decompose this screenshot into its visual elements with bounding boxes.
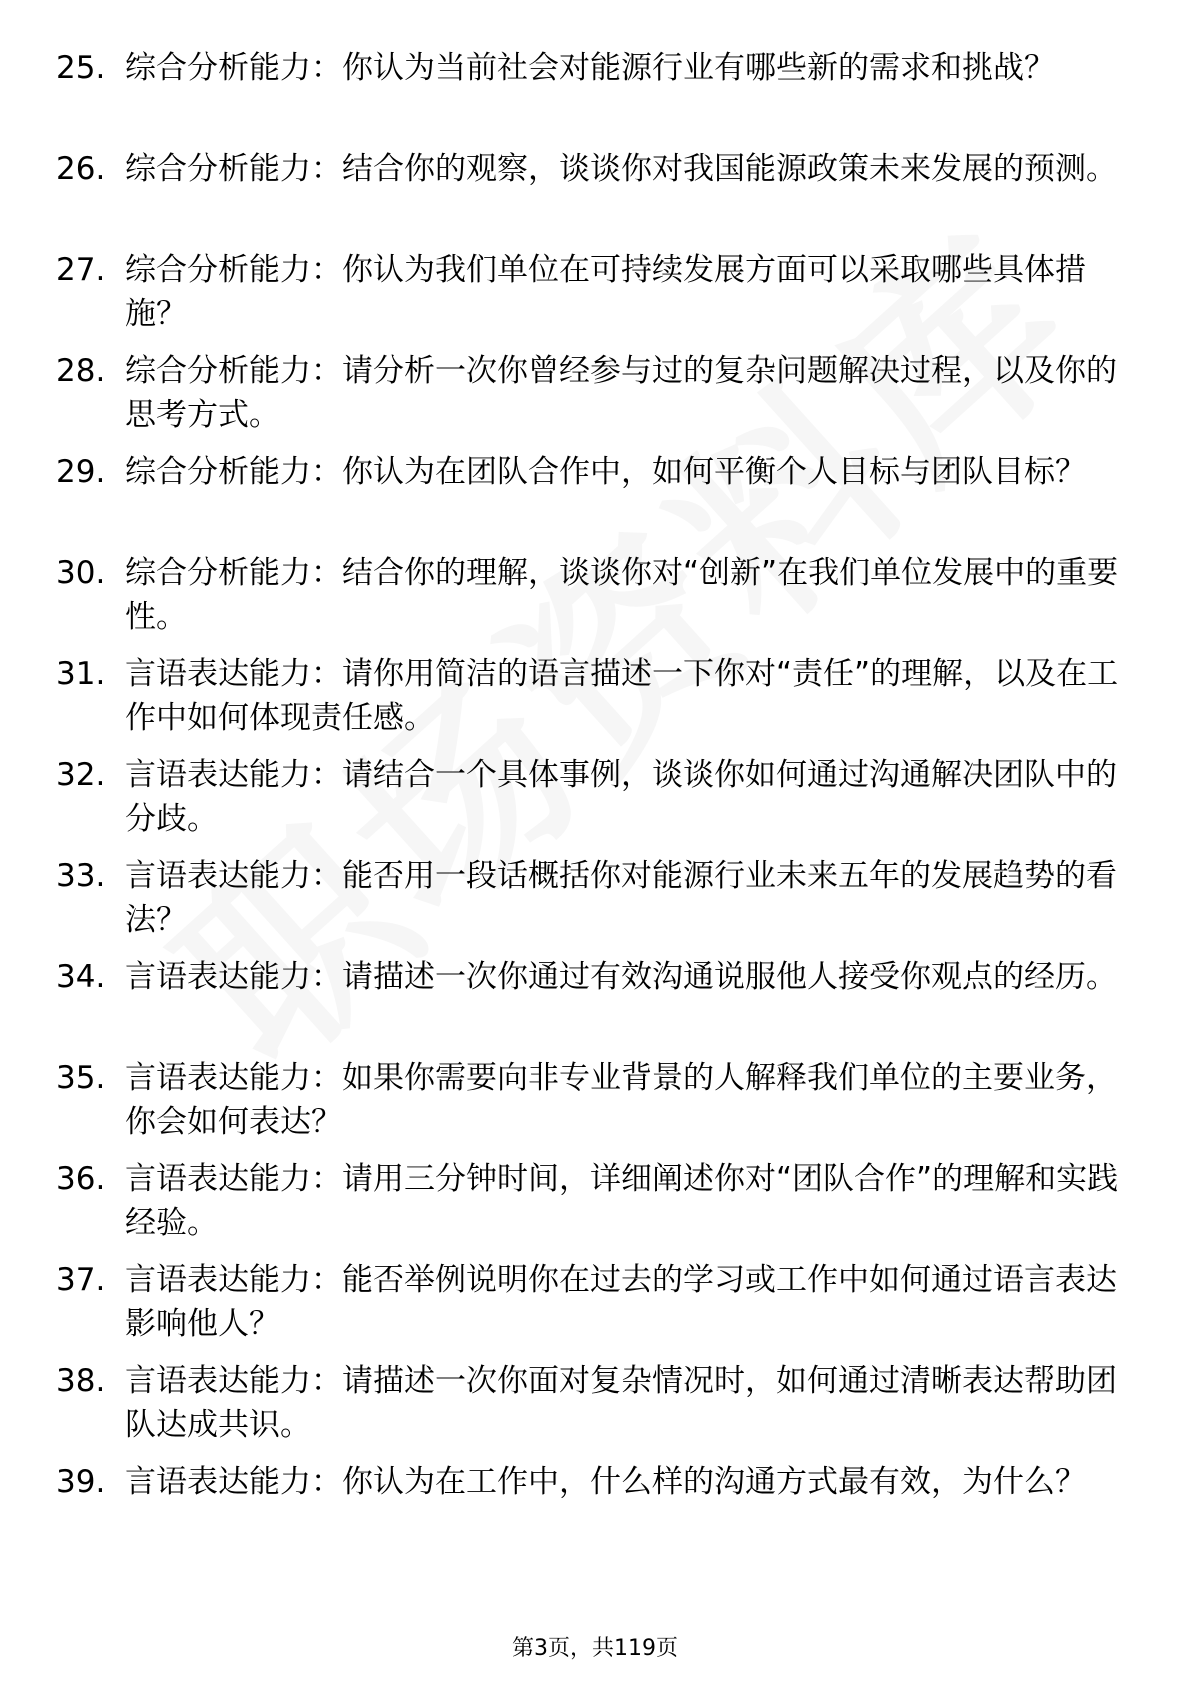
page-number-footer: 第3页，共119页	[512, 1636, 678, 1661]
question-number: 28.	[56, 353, 106, 389]
question-number: 38.	[56, 1363, 106, 1399]
question-item	[0, 1056, 1190, 1157]
question-text: 言语表达能力：请结合一个具体事例，谈谈你如何通过沟通解决团队中的分歧。	[125, 757, 1117, 837]
question-item	[0, 46, 1190, 147]
question-item	[0, 1460, 1190, 1561]
question-text: 综合分析能力：你认为当前社会对能源行业有哪些新的需求和挑战？	[125, 50, 1055, 86]
question-number: 30.	[56, 555, 106, 591]
question-text: 综合分析能力：结合你的理解，谈谈你对“创新”在我们单位发展中的重要性。	[125, 555, 1119, 635]
question-item	[0, 248, 1190, 349]
question-number: 32.	[56, 757, 106, 793]
question-number: 35.	[56, 1060, 106, 1096]
question-number: 31.	[56, 656, 106, 692]
question-number: 27.	[56, 252, 106, 288]
question-number: 26.	[56, 151, 106, 187]
question-item	[0, 1359, 1190, 1460]
question-item	[0, 349, 1190, 450]
question-item	[0, 551, 1190, 652]
question-text: 言语表达能力：能否举例说明你在过去的学习或工作中如何通过语言表达影响他人？	[125, 1262, 1117, 1342]
question-number: 36.	[56, 1161, 106, 1197]
question-text: 综合分析能力：请分析一次你曾经参与过的复杂问题解决过程，以及你的思考方式。	[125, 353, 1117, 433]
question-number: 37.	[56, 1262, 106, 1298]
question-list	[0, 46, 1190, 1561]
question-item	[0, 652, 1190, 753]
question-number: 25.	[56, 50, 106, 86]
question-item	[0, 147, 1190, 248]
question-item	[0, 1258, 1190, 1359]
question-item	[0, 450, 1190, 551]
question-number: 39.	[56, 1464, 106, 1500]
question-number: 33.	[56, 858, 106, 894]
question-item	[0, 1157, 1190, 1258]
question-text: 言语表达能力：能否用一段话概括你对能源行业未来五年的发展趋势的看法？	[125, 858, 1117, 938]
question-number: 34.	[56, 959, 106, 995]
question-text: 综合分析能力：结合你的观察，谈谈你对我国能源政策未来发展的预测。	[125, 151, 1117, 187]
question-number: 29.	[56, 454, 106, 490]
question-text: 综合分析能力：你认为在团队合作中，如何平衡个人目标与团队目标？	[125, 454, 1086, 490]
question-text: 言语表达能力：请你用简洁的语言描述一下你对“责任”的理解，以及在工作中如何体现责任感。	[125, 656, 1119, 736]
question-text: 言语表达能力：请用三分钟时间，详细阐述你对“团队合作”的理解和实践经验。	[125, 1161, 1119, 1241]
question-item	[0, 955, 1190, 1056]
question-text: 言语表达能力：你认为在工作中，什么样的沟通方式最有效，为什么？	[125, 1464, 1086, 1500]
question-item	[0, 753, 1190, 854]
question-text: 言语表达能力：如果你需要向非专业背景的人解释我们单位的主要业务，你会如何表达？	[125, 1060, 1117, 1140]
question-text: 言语表达能力：请描述一次你面对复杂情况时，如何通过清晰表达帮助团队达成共识。	[125, 1363, 1117, 1443]
question-item	[0, 854, 1190, 955]
question-text: 言语表达能力：请描述一次你通过有效沟通说服他人接受你观点的经历。	[125, 959, 1117, 995]
question-text: 综合分析能力：你认为我们单位在可持续发展方面可以采取哪些具体措施？	[125, 252, 1086, 332]
